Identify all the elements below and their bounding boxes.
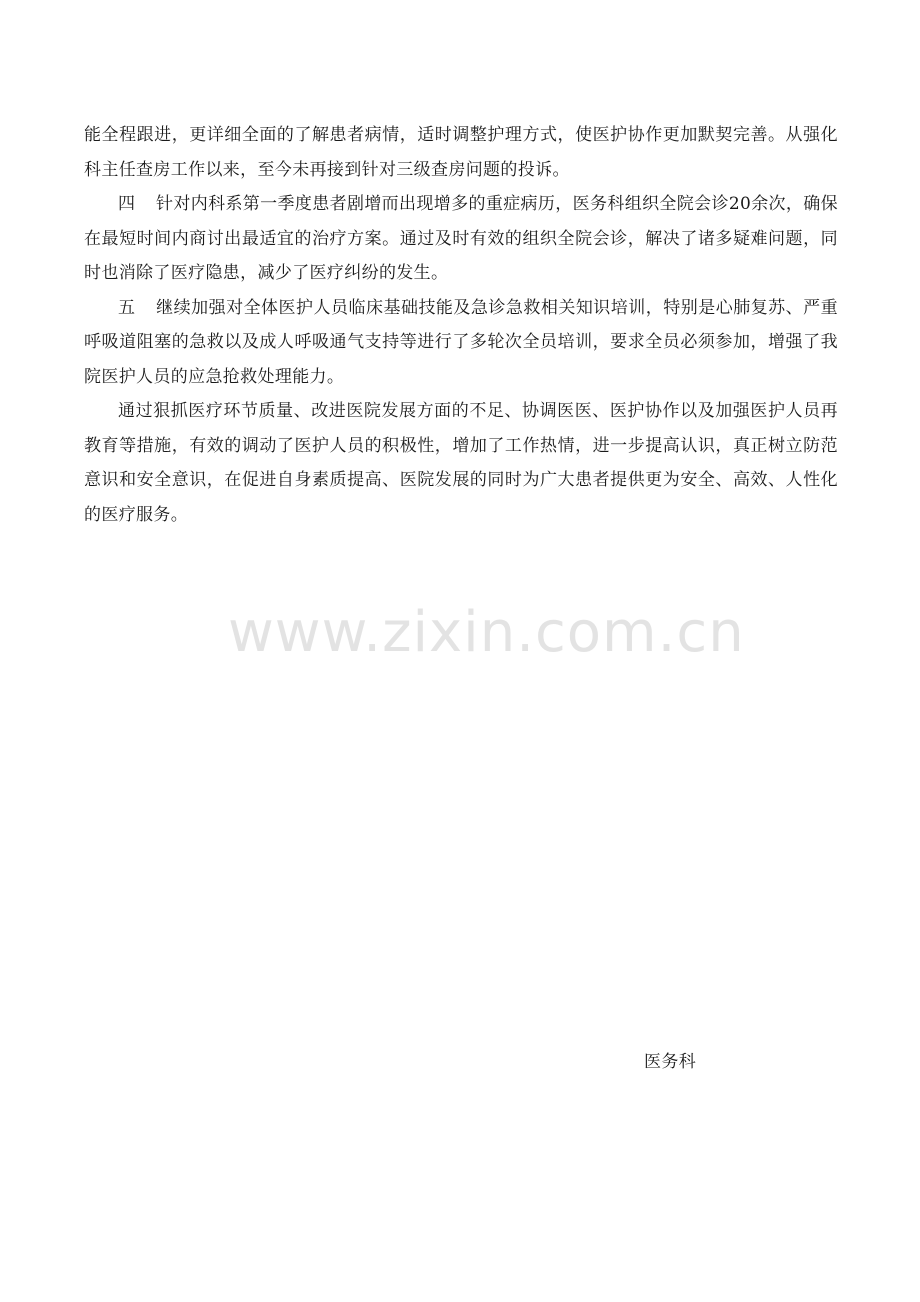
paragraph-text: 通过狠抓医疗环节质量、改进医院发展方面的不足、协调医医、医护协作以及加强医护人员再教育等措施，有效的调动了医护人员的积极性，增加了工作热情，进一步提高认识，真正树立防范意识和安全意识，在促进自身素质提高、医院发展的同时为广大患者提供更为安全、高效、人性化的医疗服务。 bbox=[84, 401, 838, 525]
paragraph-item-five bbox=[84, 291, 838, 395]
watermark-text: www.zixin.com.cn bbox=[228, 600, 745, 665]
document-body bbox=[84, 118, 838, 532]
paragraph-text: 继续加强对全体医护人员临床基础技能及急诊急救相关知识培训，特别是心肺复苏、严重呼吸道阻塞的急救以及成人呼吸通气支持等进行了多轮次全员培训，要求全员必须参加，增强了我院医护人员的应急抢救处理能力。 bbox=[84, 297, 838, 387]
paragraph-continuation bbox=[84, 118, 838, 187]
paragraph-item-four bbox=[84, 187, 838, 291]
paragraph-number: 四 bbox=[118, 194, 136, 214]
paragraph-summary bbox=[84, 394, 838, 532]
paragraph-text: 针对内科系第一季度患者剧增而出现增多的重症病历，医务科组织全院会诊20余次，确保在最短时间内商讨出最适宜的治疗方案。通过及时有效的组织全院会诊，解决了诸多疑难问题，同时也消除了医疗隐患，减少了医疗纠纷的发生。 bbox=[84, 194, 838, 283]
paragraph-number: 五 bbox=[118, 297, 136, 318]
signature-department: 医务科 bbox=[644, 1052, 697, 1072]
paragraph-text: 能全程跟进，更详细全面的了解患者病情，适时调整护理方式，使医护协作更加默契完善。从强化科主任查房工作以来，至今未再接到针对三级查房问题的投诉。 bbox=[84, 125, 838, 180]
